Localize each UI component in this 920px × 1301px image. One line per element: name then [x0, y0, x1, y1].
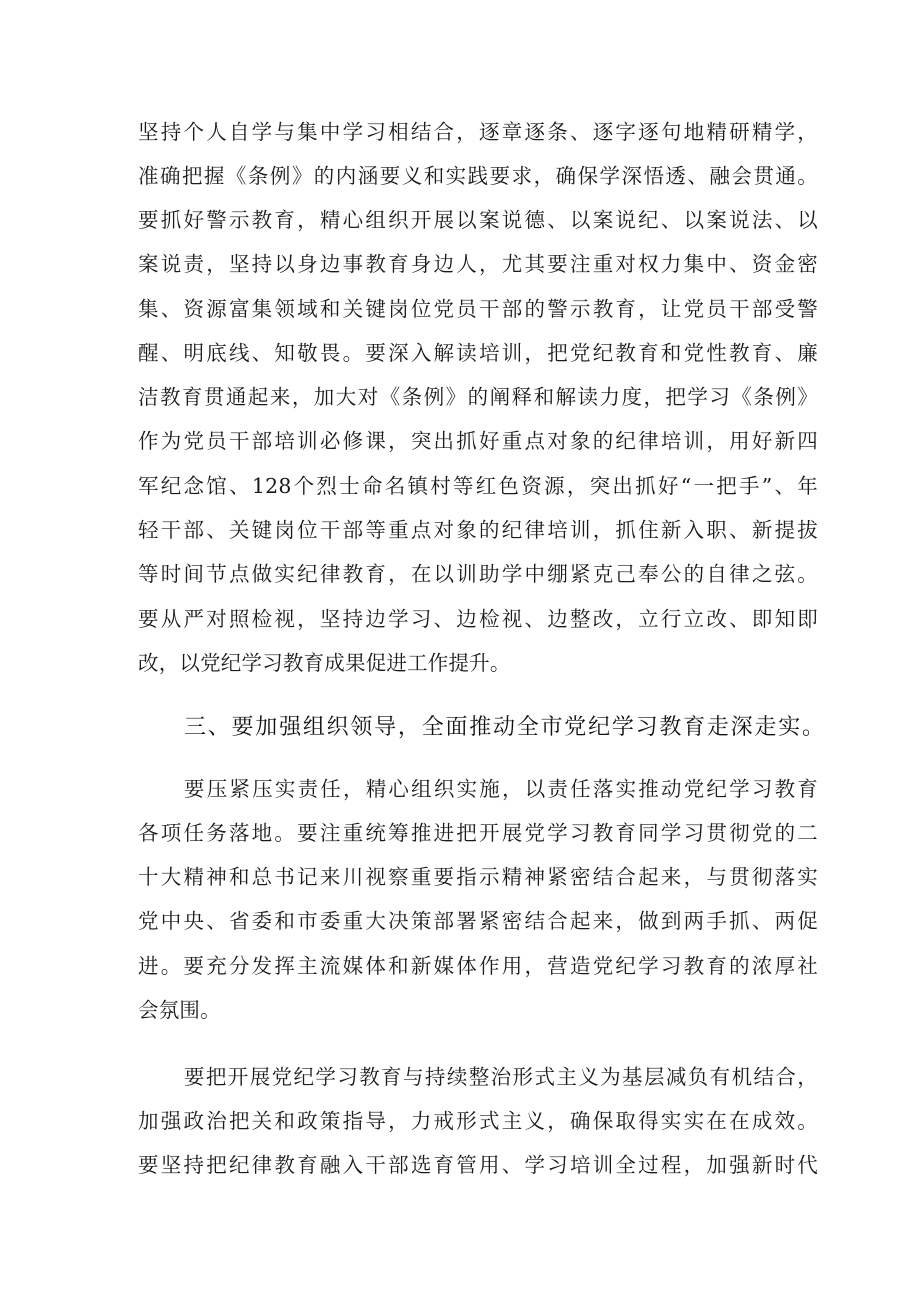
body-line: 改，以党纪学习教育成果促进工作提升。 [138, 651, 511, 675]
section-heading: 三、要加强组织领导，全面推动全市党纪学习教育走深走实。 [184, 715, 824, 740]
body-line: 案说责，坚持以身边事教育身边人，尤其要注重对权力集中、资金密 [138, 252, 818, 276]
body-line: 轻干部、关键岗位干部等重点对象的纪律培训，抓住新入职、新提拔 [138, 518, 818, 542]
body-line: 洁教育贯通起来，加大对《条例》的阐释和解读力度，把学习《条例》 [138, 385, 818, 409]
body-line: 党中央、省委和市委重大决策部署紧密结合起来，做到两手抓、两促 [138, 909, 818, 933]
body-line: 醒、明底线、知敬畏。要深入解读培训，把党纪教育和党性教育、廉 [138, 341, 818, 365]
body-line: 进。要充分发挥主流媒体和新媒体作用，营造党纪学习教育的浓厚社 [138, 954, 818, 978]
body-line: 十大精神和总书记来川视察重要指示精神紧密结合起来，与贯彻落实 [138, 865, 818, 889]
body-line: 加强政治把关和政策指导，力戒形式主义，确保取得实实在在成效。 [138, 1109, 818, 1133]
body-line: 集、资源富集领域和关键岗位党员干部的警示教育，让党员干部受警 [138, 297, 818, 321]
body-line: 要把开展党纪学习教育与持续整治形式主义为基层减负有机结合， [184, 1065, 818, 1089]
body-line: 要坚持把纪律教育融入干部选育管用、学习培训全过程，加强新时代 [138, 1153, 818, 1177]
body-line: 军纪念馆、128个烈士命名镇村等红色资源，突出抓好“一把手”、年 [138, 474, 818, 498]
body-line: 作为党员干部培训必修课，突出抓好重点对象的纪律培训，用好新四 [138, 429, 818, 453]
body-line: 坚持个人自学与集中学习相结合，逐章逐条、逐字逐句地精研精学， [138, 120, 818, 144]
body-line: 要压紧压实责任，精心组织实施，以责任落实推动党纪学习教育 [184, 777, 818, 801]
body-line: 准确把握《条例》的内涵要义和实践要求，确保学深悟透、融会贯通。 [138, 164, 818, 188]
body-line: 会氛围。 [138, 998, 221, 1022]
body-line: 要从严对照检视，坚持边学习、边检视、边整改，立行立改、即知即 [138, 607, 818, 631]
body-line: 各项任务落地。要注重统筹推进把开展党学习教育同学习贯彻党的二 [138, 821, 818, 845]
body-line: 要抓好警示教育，精心组织开展以案说德、以案说纪、以案说法、以 [138, 208, 818, 232]
body-line: 等时间节点做实纪律教育，在以训助学中绷紧克己奉公的自律之弦。 [138, 562, 818, 586]
